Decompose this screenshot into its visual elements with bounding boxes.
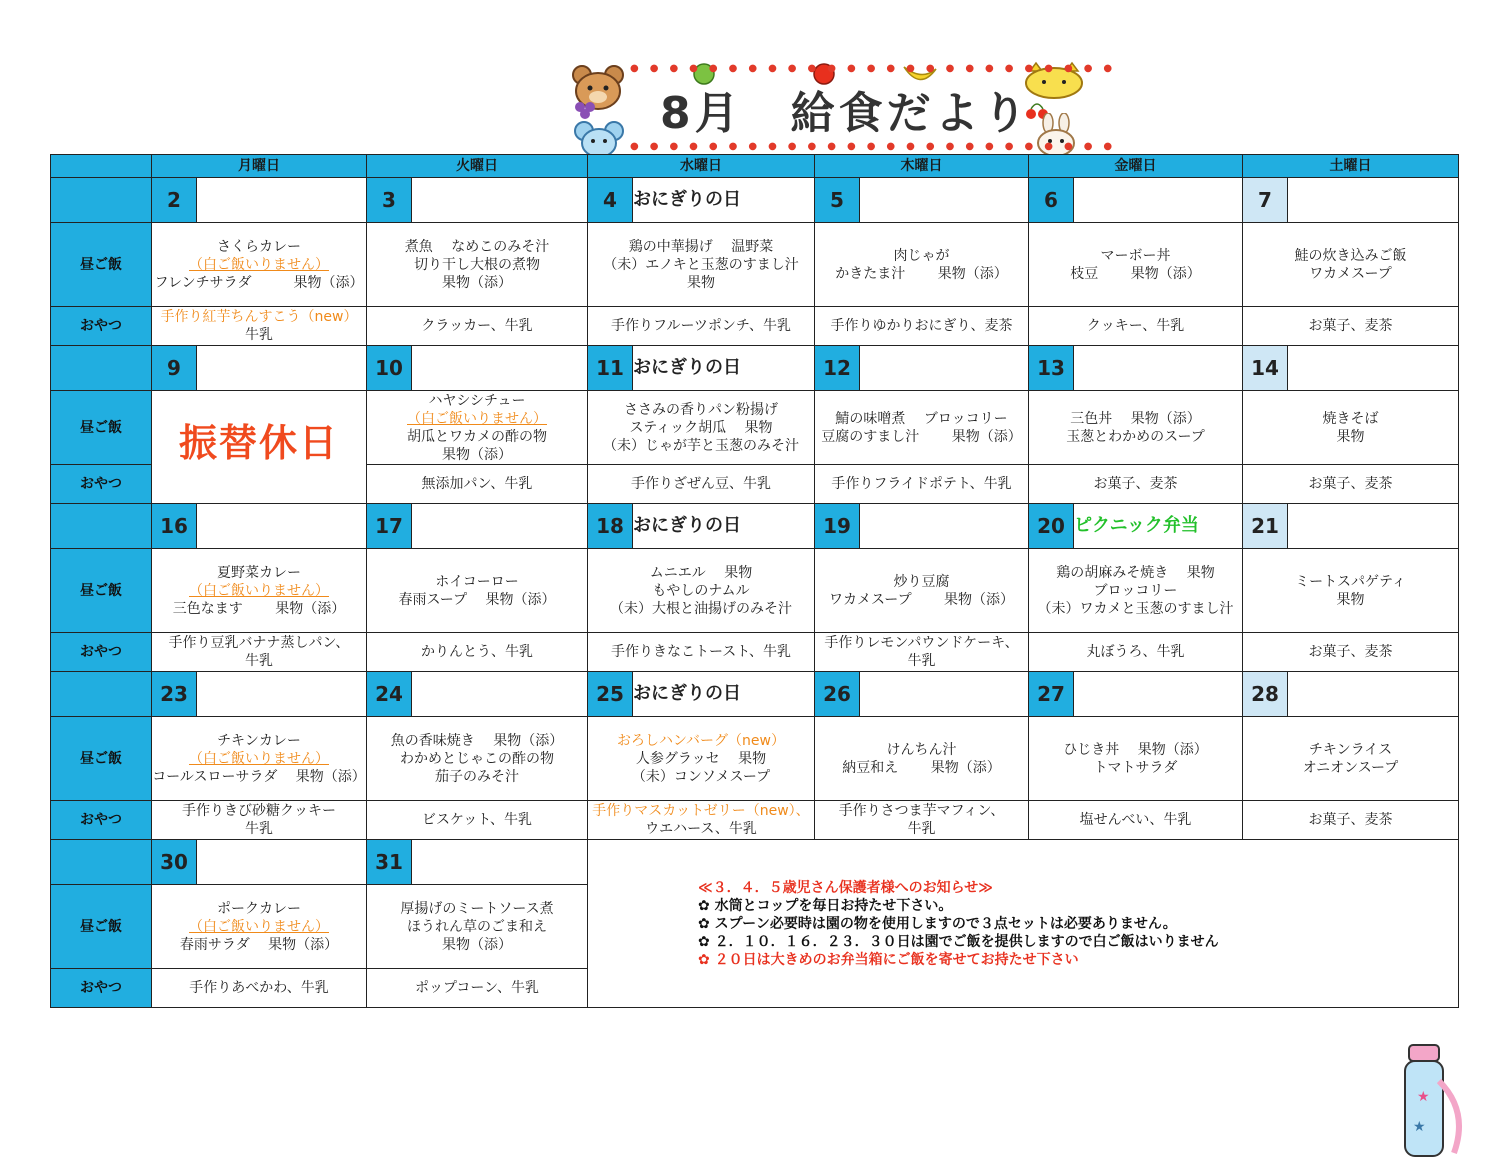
row-label-blank <box>51 672 152 717</box>
snack-cell <box>367 969 588 1008</box>
date-number: 21 <box>1243 504 1288 548</box>
menu-line: 果物（添） <box>442 274 512 291</box>
date-number: 4 <box>588 178 633 222</box>
menu-line: 魚の香味焼き 果物（添） <box>390 732 564 749</box>
menu-line: お菓子、麦茶 <box>1308 644 1393 660</box>
date-number: 16 <box>152 504 197 548</box>
lunch-cell <box>1243 223 1459 307</box>
date-number: 11 <box>588 346 633 390</box>
lunch-cell <box>152 717 367 801</box>
menu-line: 果物 <box>1336 591 1365 608</box>
snack-label: おやつ <box>51 633 152 672</box>
menu-line: 玉葱とわかめのスープ <box>1066 428 1205 445</box>
date-cell <box>588 346 815 391</box>
date-number: 20 <box>1029 504 1074 548</box>
menu-line: 手作りきなこトースト、牛乳 <box>610 644 792 660</box>
grapes-icon <box>572 99 602 121</box>
row-label-blank <box>51 346 152 391</box>
lunch-cell <box>588 549 815 633</box>
menu-line: もやしのナムル <box>652 582 750 599</box>
date-number: 17 <box>367 504 412 548</box>
date-row <box>51 840 1459 885</box>
menu-line: 鶏の胡麻みそ焼き 果物 <box>1056 564 1215 581</box>
menu-line: （白ご飯いりません） <box>189 750 329 767</box>
snack-row <box>51 307 1459 346</box>
menu-line: 牛乳 <box>245 653 273 669</box>
snack-label: おやつ <box>51 969 152 1008</box>
weekday-label: 土曜日 <box>1243 155 1459 178</box>
snack-cell <box>367 633 588 672</box>
lunch-cell <box>1243 549 1459 633</box>
menu-line: 春雨スープ 果物（添） <box>398 591 556 608</box>
date-row <box>51 672 1459 717</box>
menu-line: わかめとじゃこの酢の物 <box>400 750 554 767</box>
date-cell <box>588 672 815 717</box>
date-number: 2 <box>152 178 197 222</box>
lunch-cell <box>588 223 815 307</box>
lunch-label: 昼ご飯 <box>51 885 152 969</box>
menu-line: 塩せんべい、牛乳 <box>1079 812 1192 828</box>
menu-line: 牛乳 <box>245 327 273 343</box>
lunch-label: 昼ご飯 <box>51 549 152 633</box>
weekday-label: 木曜日 <box>815 155 1029 178</box>
date-number: 24 <box>367 672 412 716</box>
date-cell <box>1243 504 1459 549</box>
menu-line: 無添加パン、牛乳 <box>421 476 533 492</box>
date-cell <box>367 346 588 391</box>
menu-line: 納豆和え 果物（添） <box>842 759 1001 776</box>
lunch-cell <box>815 717 1029 801</box>
lunch-cell <box>152 223 367 307</box>
holiday-cell <box>152 391 367 504</box>
date-cell <box>1243 346 1459 391</box>
menu-line: お菓子、麦茶 <box>1308 318 1393 334</box>
menu-line: 鯖の味噌煮 ブロッコリー <box>835 410 1008 427</box>
menu-line: （白ご飯いりません） <box>189 918 329 935</box>
menu-line: 手作りきび砂糖クッキー <box>182 803 336 819</box>
snack-cell <box>1029 307 1243 346</box>
date-cell <box>152 346 367 391</box>
menu-line: 牛乳 <box>907 653 936 669</box>
date-row <box>51 178 1459 223</box>
menu-line: 牛乳 <box>907 821 936 837</box>
notice-line: ✿ ２．１０．１６．２３．３０日は園でご飯を提供しますので白ご飯はいりません <box>698 933 1219 950</box>
snack-cell <box>367 465 588 504</box>
menu-line: 鮭の炊き込みご飯 <box>1294 247 1407 264</box>
menu-line: コールスローサラダ 果物（添） <box>152 768 366 785</box>
lunch-label: 昼ご飯 <box>51 717 152 801</box>
menu-line: 夏野菜カレー <box>217 564 301 581</box>
lunch-row <box>51 223 1459 307</box>
snack-cell <box>152 307 367 346</box>
snack-cell <box>152 633 367 672</box>
menu-line: ワカメスープ <box>1309 265 1392 282</box>
date-number: 27 <box>1029 672 1074 716</box>
notice-line: ✿ 水筒とコップを毎日お持たせ下さい。 <box>698 897 953 914</box>
dotted-border: ●●●●●●●●●●●●●●●●●●●●●●●●● <box>630 63 1124 74</box>
menu-line: 胡瓜とワカメの酢の物 <box>407 428 547 445</box>
date-number: 3 <box>367 178 412 222</box>
date-cell <box>588 178 815 223</box>
lunch-cell <box>367 885 588 969</box>
lunch-row <box>51 391 1459 465</box>
date-cell <box>815 346 1029 391</box>
date-cell <box>367 840 588 885</box>
page-title: 8月 給食だより <box>660 88 1031 139</box>
snack-cell <box>815 633 1029 672</box>
menu-line: （未）エノキと玉葱のすまし汁 <box>603 256 799 273</box>
date-cell <box>815 504 1029 549</box>
date-number: 12 <box>815 346 860 390</box>
notice-line: ✿ ２０日は大きめのお弁当箱にご飯を寄せてお持たせ下さい <box>698 951 1079 968</box>
menu-line: 牛乳 <box>245 821 273 837</box>
date-cell <box>588 504 815 549</box>
menu-line: おろしハンバーグ（new） <box>617 732 785 749</box>
menu-line: 豆腐のすまし汁 果物（添） <box>821 428 1022 445</box>
snack-cell <box>588 465 815 504</box>
dotted-border: ●●●●●●●●●●●●●●●●●●●●●●●●● <box>630 141 1124 152</box>
header-corner <box>51 155 152 178</box>
snack-label: おやつ <box>51 465 152 504</box>
date-number: 9 <box>152 346 197 390</box>
menu-line: ホイコーロー <box>435 573 519 590</box>
weekday-label: 月曜日 <box>152 155 367 178</box>
menu-line: 手作りあべかわ、牛乳 <box>189 980 329 996</box>
snack-cell <box>1029 801 1243 840</box>
date-cell <box>152 672 367 717</box>
date-number: 23 <box>152 672 197 716</box>
menu-line: かきたま汁 果物（添） <box>835 265 1008 282</box>
menu-line: 手作り豆乳バナナ蒸しパン、 <box>168 635 350 651</box>
day-note: おにぎりの日 <box>633 357 741 378</box>
snack-cell <box>1243 801 1459 840</box>
menu-line: 枝豆 果物（添） <box>1070 265 1201 282</box>
lunch-cell <box>1029 549 1243 633</box>
menu-line: お菓子、麦茶 <box>1308 476 1393 492</box>
date-number: 31 <box>367 840 412 884</box>
menu-line: ウエハース、牛乳 <box>645 821 757 837</box>
weekday-header <box>51 155 1459 178</box>
date-cell <box>367 178 588 223</box>
date-number: 14 <box>1243 346 1288 390</box>
snack-cell <box>1029 633 1243 672</box>
menu-line: 三色丼 果物（添） <box>1070 410 1201 427</box>
notice-box <box>588 840 1459 1135</box>
date-cell <box>152 504 367 549</box>
menu-line: ブロッコリー <box>1093 582 1178 599</box>
menu-line: 炒り豆腐 <box>893 573 950 590</box>
menu-line: 丸ぼうろ、牛乳 <box>1086 644 1185 660</box>
date-cell <box>1243 672 1459 717</box>
date-cell <box>1029 672 1243 717</box>
menu-line: 煮魚 なめこのみそ汁 <box>404 238 550 255</box>
day-note: ピクニック弁当 <box>1074 515 1199 536</box>
menu-line: 手作りフライドポテト、牛乳 <box>831 476 1012 492</box>
menu-line: ひじき丼 果物（添） <box>1063 741 1208 758</box>
snack-row <box>51 633 1459 672</box>
lunch-cell <box>367 223 588 307</box>
menu-line: 鶏の中華揚げ 温野菜 <box>628 238 774 255</box>
lunch-cell <box>367 391 588 465</box>
menu-line: ムニエル 果物 <box>649 564 753 581</box>
lunch-cell <box>815 223 1029 307</box>
menu-line: さくらカレー <box>217 238 301 255</box>
snack-cell <box>1029 465 1243 504</box>
date-row <box>51 346 1459 391</box>
date-number: 18 <box>588 504 633 548</box>
menu-calendar <box>50 154 1459 1135</box>
menu-line: 手作りマスカットゼリー（new）、 <box>592 803 810 819</box>
snack-cell <box>1243 633 1459 672</box>
menu-line: マーボー丼 <box>1100 247 1171 264</box>
menu-line: 茄子のみそ汁 <box>435 768 519 785</box>
snack-cell <box>367 801 588 840</box>
menu-line: お菓子、麦茶 <box>1093 476 1178 492</box>
day-note: おにぎりの日 <box>633 683 741 704</box>
menu-line: 手作り紅芋ちんすこう（new） <box>160 309 358 325</box>
snack-cell <box>152 969 367 1008</box>
snack-cell <box>815 465 1029 504</box>
snack-cell <box>588 307 815 346</box>
menu-line: けんちん汁 <box>886 741 957 758</box>
menu-line: ほうれん草のごま和え <box>407 918 547 935</box>
menu-line: 三色なます 果物（添） <box>172 600 346 617</box>
lunch-cell <box>152 885 367 969</box>
date-cell <box>152 840 367 885</box>
date-number: 30 <box>152 840 197 884</box>
menu-line: （未）コンソメスープ <box>631 768 771 785</box>
snack-label: おやつ <box>51 801 152 840</box>
row-label-blank <box>51 504 152 549</box>
snack-cell <box>1243 465 1459 504</box>
lunch-cell <box>1029 223 1243 307</box>
lunch-label: 昼ご飯 <box>51 391 152 465</box>
lunch-row <box>51 549 1459 633</box>
lunch-cell <box>815 391 1029 465</box>
menu-line: 手作りさつま芋マフィン、 <box>838 803 1005 819</box>
lunch-cell <box>588 717 815 801</box>
menu-line: チキンライス <box>1308 741 1393 758</box>
snack-label: おやつ <box>51 307 152 346</box>
lunch-label: 昼ご飯 <box>51 223 152 307</box>
date-number: 19 <box>815 504 860 548</box>
date-cell <box>815 178 1029 223</box>
lunch-cell <box>588 391 815 465</box>
date-cell <box>367 504 588 549</box>
menu-line: 切り干し大根の煮物 <box>414 256 540 273</box>
snack-cell <box>588 633 815 672</box>
menu-line: （白ご飯いりません） <box>189 256 329 273</box>
date-row <box>51 504 1459 549</box>
lunch-cell <box>1243 391 1459 465</box>
menu-line: 手作りざぜん豆、牛乳 <box>631 476 771 492</box>
menu-line: 手作りフルーツポンチ、牛乳 <box>611 318 791 334</box>
menu-line: トマトサラダ <box>1093 759 1178 776</box>
menu-line: 果物（添） <box>442 936 512 953</box>
lunch-cell <box>815 549 1029 633</box>
menu-line: かりんとう、牛乳 <box>421 644 533 660</box>
row-label-blank <box>51 840 152 885</box>
snack-cell <box>367 307 588 346</box>
date-cell <box>1029 346 1243 391</box>
menu-line: フレンチサラダ 果物（添） <box>154 274 364 291</box>
mouse-icon <box>574 119 624 159</box>
date-number: 5 <box>815 178 860 222</box>
notice-heading: ≪３．４．５歳児さん保護者様へのお知らせ≫ <box>698 879 993 896</box>
menu-line: ささみの香りパン粉揚げ <box>624 401 778 418</box>
menu-line: 果物 <box>1336 428 1365 445</box>
snack-cell <box>588 801 815 840</box>
menu-line: スティック胡瓜 果物 <box>629 419 773 436</box>
lunch-cell <box>367 717 588 801</box>
menu-line: 肉じゃが <box>893 247 950 264</box>
menu-line: （白ご飯いりません） <box>189 582 329 599</box>
menu-line: ハヤシシチュー <box>428 392 526 409</box>
menu-line: 果物 <box>687 274 715 291</box>
date-cell <box>367 672 588 717</box>
snack-cell <box>815 801 1029 840</box>
snack-cell <box>815 307 1029 346</box>
menu-line: ワカメスープ 果物（添） <box>828 591 1015 608</box>
date-number: 6 <box>1029 178 1074 222</box>
lunch-cell <box>1029 391 1243 465</box>
lunch-cell <box>152 549 367 633</box>
notice-line: ✿ スプーン必要時は園の物を使用しますので３点セットは必要ありません。 <box>698 915 1177 932</box>
menu-line: 春雨サラダ 果物（添） <box>179 936 339 953</box>
svg-text:★: ★ <box>1416 1088 1430 1105</box>
menu-line: チキンカレー <box>217 732 301 749</box>
menu-line: 厚揚げのミートソース煮 <box>400 900 554 917</box>
date-number: 7 <box>1243 178 1288 222</box>
day-note: おにぎりの日 <box>633 515 741 536</box>
day-note: おにぎりの日 <box>633 189 741 210</box>
menu-line: クッキー、牛乳 <box>1086 318 1185 334</box>
row-label-blank <box>51 178 152 223</box>
svg-text:★: ★ <box>1412 1118 1426 1135</box>
lunch-cell <box>1243 717 1459 801</box>
menu-line: 焼きそば <box>1322 410 1379 427</box>
weekday-label: 水曜日 <box>588 155 815 178</box>
date-cell <box>815 672 1029 717</box>
menu-line: オニオンスープ <box>1302 759 1399 776</box>
menu-line: 人参グラッセ 果物 <box>635 750 767 767</box>
lunch-row <box>51 717 1459 801</box>
date-cell <box>1243 178 1459 223</box>
date-number: 10 <box>367 346 412 390</box>
menu-line: （白ご飯いりません） <box>407 410 547 427</box>
menu-line: 手作りゆかりおにぎり、麦茶 <box>830 318 1013 334</box>
snack-row <box>51 801 1459 840</box>
weekday-label: 火曜日 <box>367 155 588 178</box>
menu-line: お菓子、麦茶 <box>1308 812 1393 828</box>
snack-cell <box>152 801 367 840</box>
title-banner <box>560 55 1124 155</box>
date-number: 26 <box>815 672 860 716</box>
date-cell <box>1029 178 1243 223</box>
menu-line: （未）大根と油揚げのみそ汁 <box>610 600 792 617</box>
date-cell <box>152 178 367 223</box>
lunch-cell <box>1029 717 1243 801</box>
menu-line: ポップコーン、牛乳 <box>415 980 539 996</box>
menu-line: クラッカー、牛乳 <box>421 318 533 334</box>
lunch-cell <box>367 549 588 633</box>
menu-line: （未）ワカメと玉葱のすまし汁 <box>1037 600 1234 617</box>
date-number: 28 <box>1243 672 1288 716</box>
date-number: 13 <box>1029 346 1074 390</box>
snack-cell <box>1243 307 1459 346</box>
date-number: 25 <box>588 672 633 716</box>
date-cell <box>1029 504 1243 549</box>
weekday-label: 金曜日 <box>1029 155 1243 178</box>
menu-line: 手作りレモンパウンドケーキ、 <box>824 635 1019 651</box>
menu-line: ビスケット、牛乳 <box>421 812 533 828</box>
menu-line: ポークカレー <box>217 900 301 917</box>
menu-line: （未）じゃが芋と玉葱のみそ汁 <box>603 437 799 454</box>
holiday-label: 振替休日 <box>178 420 339 465</box>
menu-line: 果物（添） <box>442 446 512 463</box>
menu-line: ミートスパゲティ <box>1295 573 1406 590</box>
